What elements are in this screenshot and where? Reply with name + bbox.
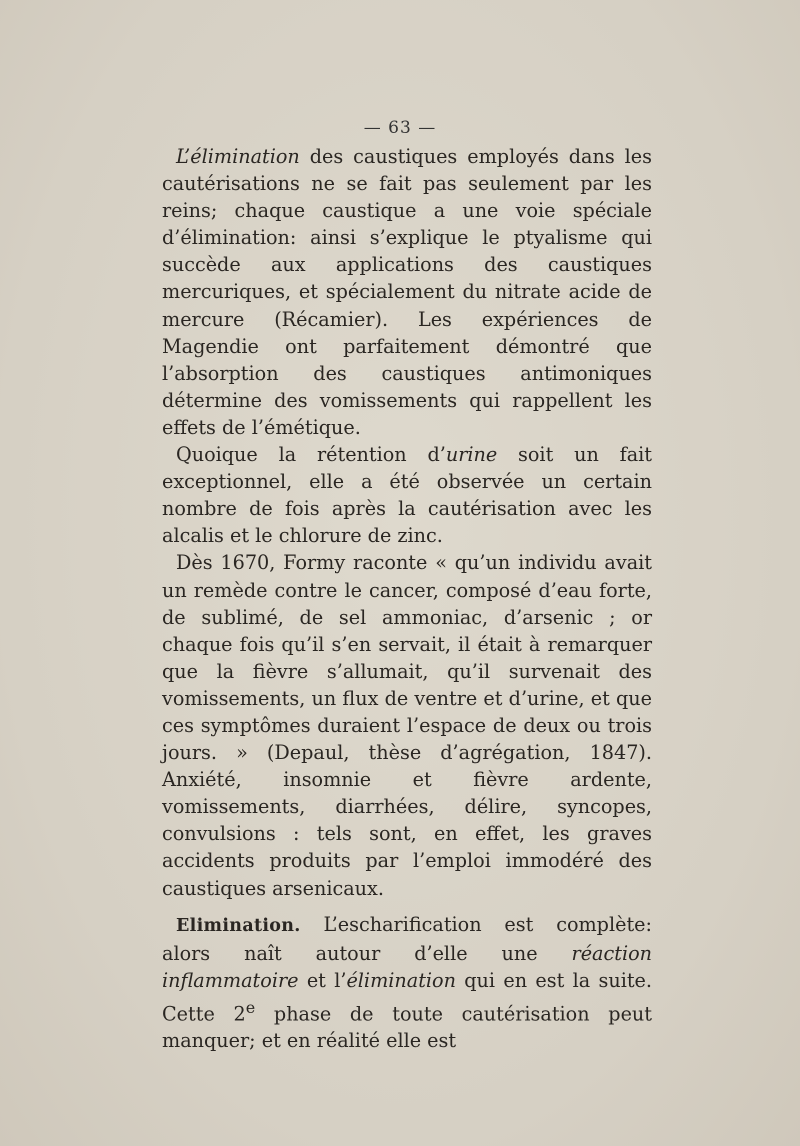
section-heading-elimination: Elimination. [176,915,301,936]
body-text [162,143,652,1054]
paragraph-elimination-caustics: L’élimination des caustiques employés dans les cautérisations ne se fait pas seulement par les reins; chaque caustique a une voie spéciale d’élimination: ainsi s’explique le ptyalisme qui succède aux applications des caustiques mercuriques, et spécialement du nitrate acide de mercure (Récamier). Les expériences de Magendie ont parfaitement démontré que l’absorption des caustiques antimoniques détermine des vomissements qui rappellent les effets de l’émétique. [162,145,652,439]
paragraph-urine-retention: Quoique la rétention d’urine soit un fait exceptionnel, elle a été observée un certain nombre de fois après la cautérisation avec les alcalis et le chlorure de zinc. [162,443,652,548]
page-number: — 63 — [363,118,437,138]
paragraph-formy-1670: Dès 1670, Formy raconte « qu’un individu avait un remède contre le cancer, composé d’eau forte, de sublimé, de sel ammoniac, d’arsenic ; or chaque fois qu’il s’en servait, il était à remarquer que la fièvre s’allumait, qu’il survenait des vomissements, un flux de ventre et d’urine, et que ces symptômes duraient l’espace de deux ou trois jours. » (Depaul, thèse d’agrégation, 1847). Anxiété, insomnie et fièvre ardente, vomissements, diarrhées, délire, syncopes, convulsions : tels sont, en effet, les graves accidents produits par l’emploi immodéré des caustiques arsenicaux. [162,551,652,900]
paragraph-elimination-section: Elimination. L’escharification est complète: alors naît autour d’elle une réaction inflammatoire et l’élimination qui en est la suite. Cette 2e phase de toute cautérisation peut manquer; et en réalité elle est [162,912,653,1053]
